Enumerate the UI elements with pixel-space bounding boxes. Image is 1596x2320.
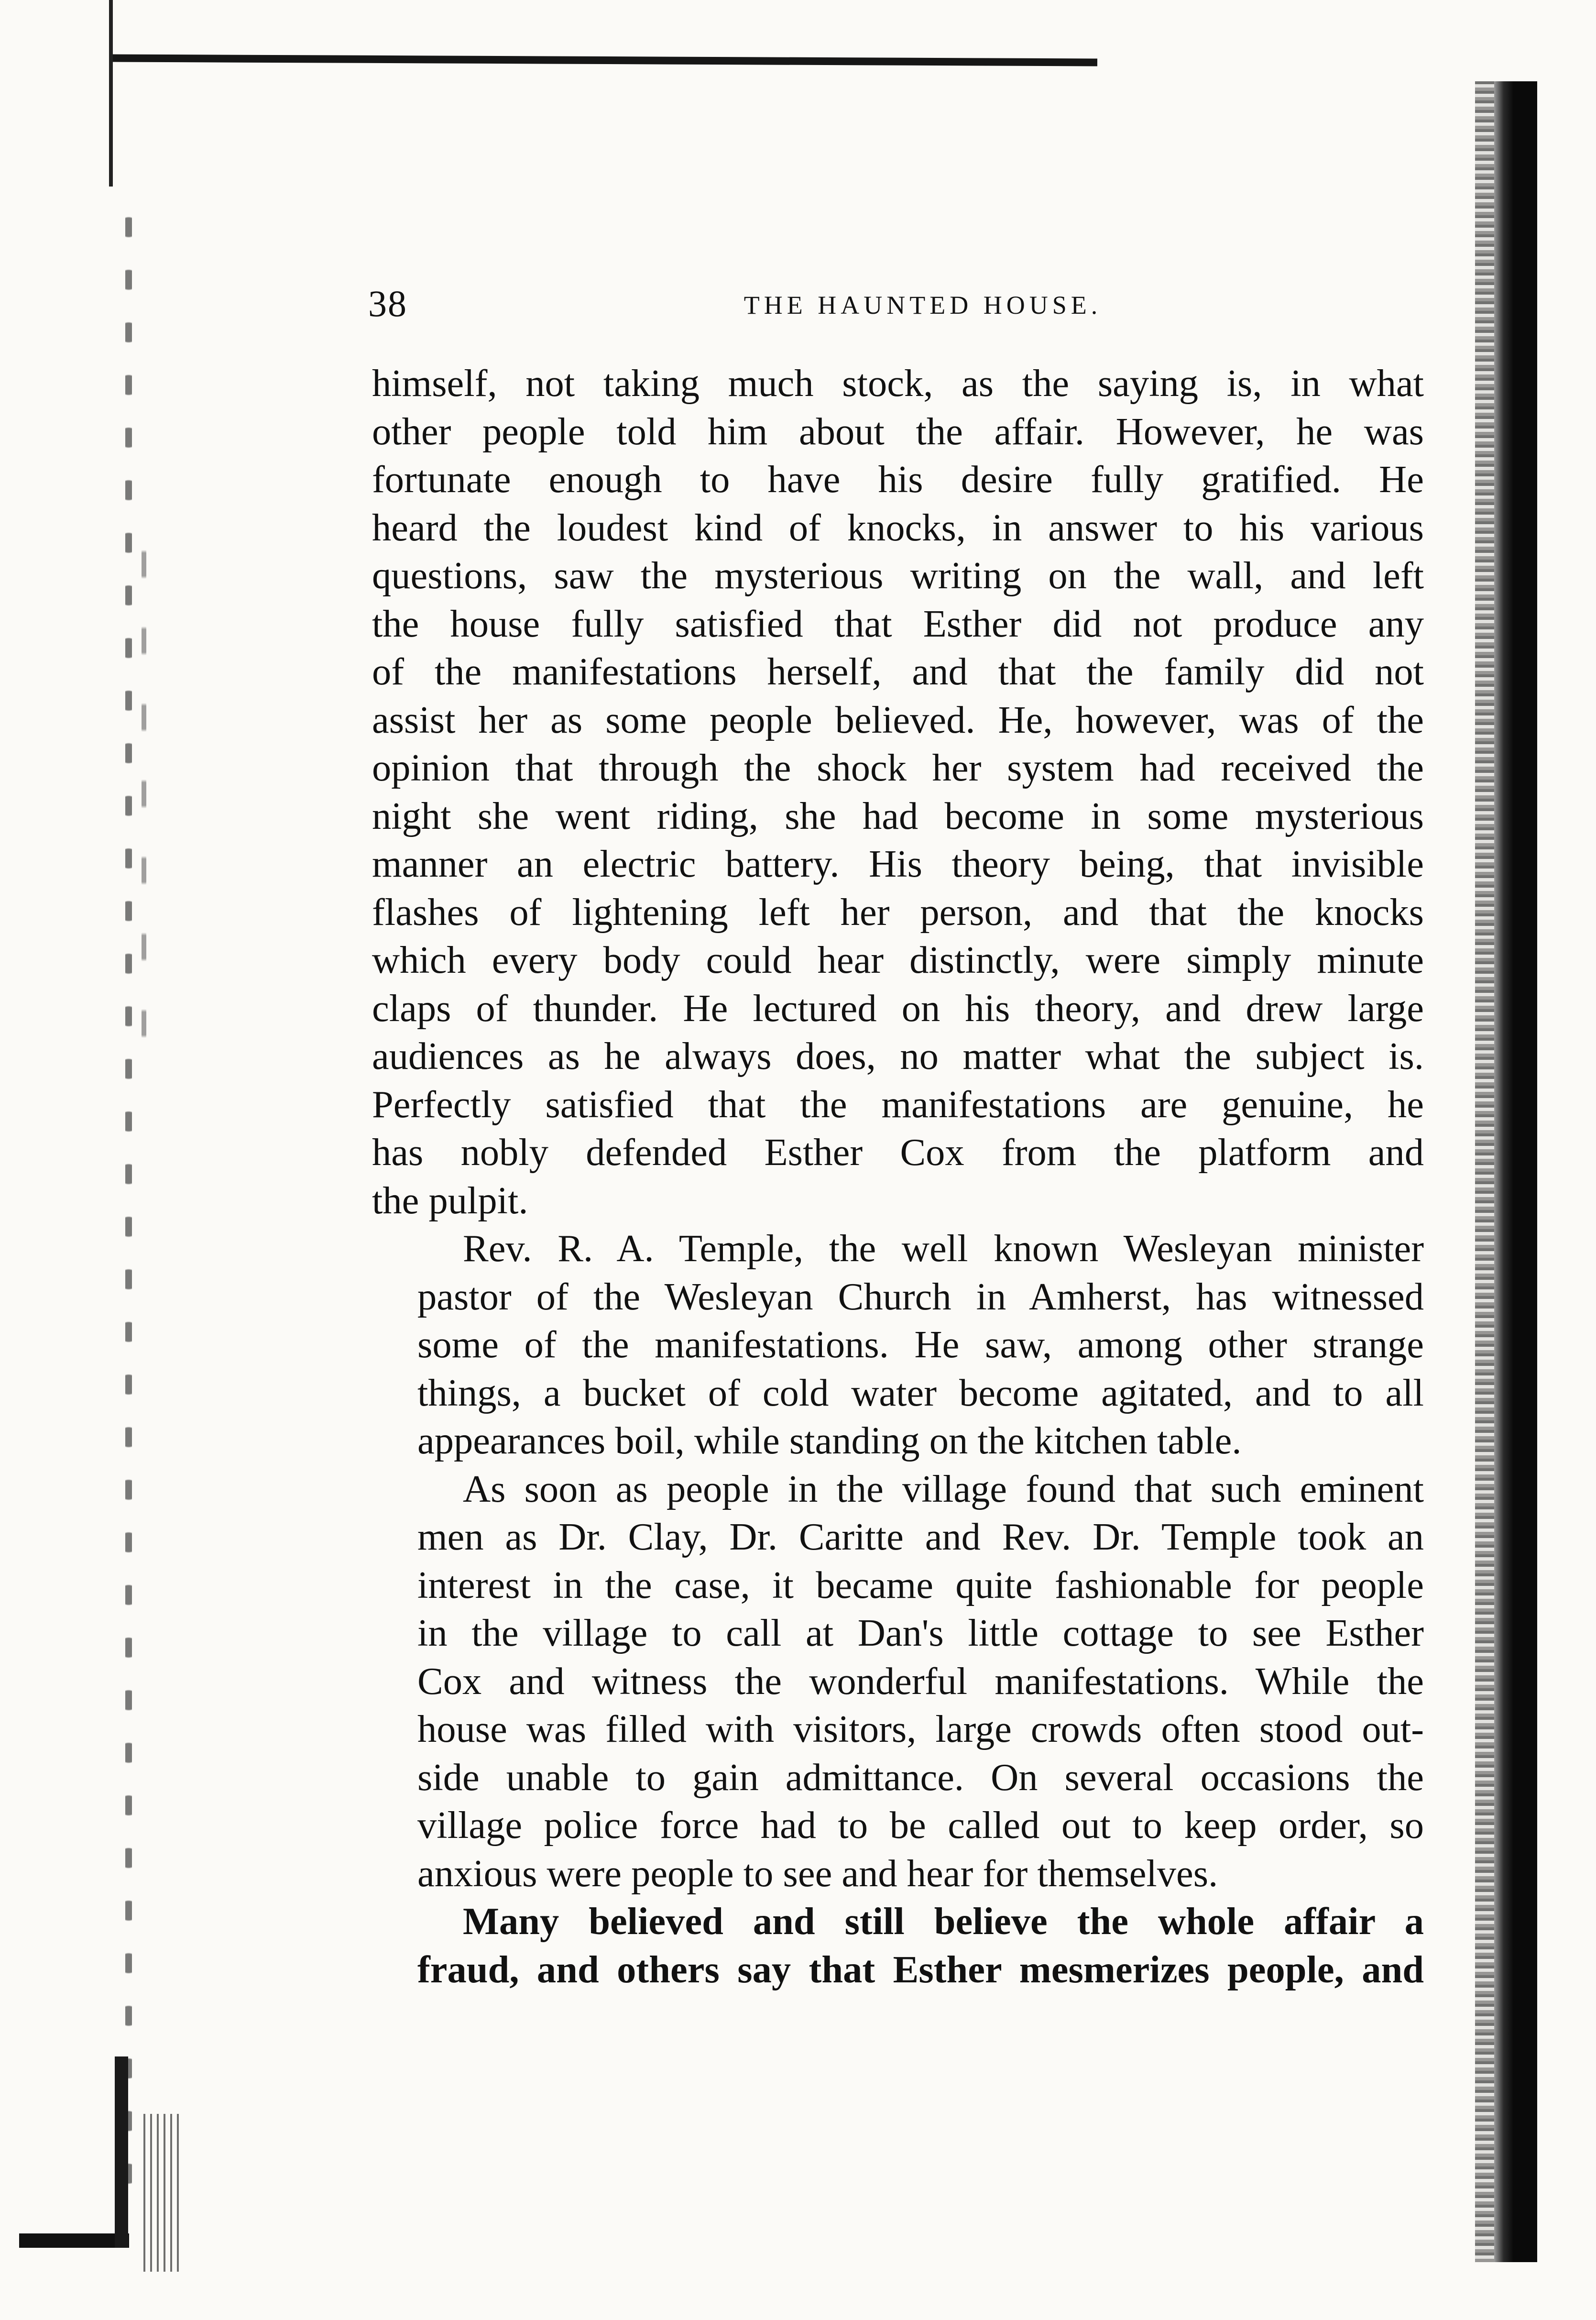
text-line: some of the manifestations. He saw, among other strange — [417, 1323, 1424, 1366]
scan-binding-marks-inner — [142, 526, 146, 1052]
text-line: has nobly defended Esther Cox from the platform and — [372, 1131, 1424, 1174]
paragraph — [372, 1225, 1424, 1465]
text-line: fortunate enough to have his desire fully gratified. He — [372, 458, 1424, 501]
text-line: appearances boil, while standing on the kitchen table. — [417, 1419, 1242, 1462]
text-line: side unable to gain admittance. On several occasions the — [417, 1756, 1424, 1799]
text-line: interest in the case, it became quite fashionable for people — [417, 1563, 1424, 1606]
text-line: flashes of lightening left her person, and that the knocks — [372, 891, 1424, 934]
text-line: opinion that through the shock her system had received the — [372, 747, 1424, 789]
text-line: claps of thunder. He lectured on his theory, and drew large — [372, 987, 1424, 1030]
text-line: village police force had to be called out to keep order, so — [417, 1804, 1424, 1847]
scan-bottom-corner-mark — [19, 2233, 129, 2248]
scan-bottom-left-hatching — [143, 2114, 182, 2272]
scan-top-rule — [112, 55, 1097, 66]
text-line: fraud, and others say that Esther mesmerizes people, and — [417, 1948, 1424, 1991]
text-line: Cox and witness the wonderful manifestations. While the — [417, 1660, 1424, 1703]
text-line: house was filled with visitors, large crowds often stood out- — [417, 1708, 1424, 1750]
text-line: other people told him about the affair. However, he was — [372, 410, 1424, 453]
scan-binding-marks — [125, 201, 132, 2190]
paragraph — [372, 1465, 1424, 1898]
text-line: which every body could hear distinctly, were simply minute — [372, 939, 1424, 981]
scan-left-rule — [109, 0, 113, 187]
paragraph — [372, 1898, 1424, 1994]
scan-bottom-left-bar — [115, 2056, 128, 2248]
text-line: Many believed and still believe the whole affair a — [463, 1900, 1424, 1943]
text-line: night she went riding, she had become in some mysterious — [372, 794, 1424, 837]
page-header — [368, 282, 1430, 325]
text-line: himself, not taking much stock, as the saying is, in what — [372, 362, 1424, 405]
running-title: THE HAUNTED HOUSE. — [743, 291, 1102, 319]
text-line: questions, saw the mysterious writing on the wall, and left — [372, 554, 1424, 597]
paragraph — [372, 360, 1424, 1225]
text-line: Perfectly satisfied that the manifestations are genuine, he — [372, 1083, 1424, 1126]
text-line: pastor of the Wesleyan Church in Amherst, has witnessed — [417, 1275, 1424, 1318]
text-line: Rev. R. A. Temple, the well known Wesleyan minister — [463, 1227, 1424, 1270]
page-number: 38 — [368, 283, 407, 324]
text-line: things, a bucket of cold water become agitated, and to all — [417, 1371, 1424, 1414]
text-line: anxious were people to see and hear for themselves. — [417, 1852, 1218, 1895]
text-line: audiences as he always does, no matter what the subject is. — [372, 1035, 1424, 1078]
text-line: the pulpit. — [372, 1179, 528, 1222]
text-line: heard the loudest kind of knocks, in answer to his various — [372, 506, 1424, 549]
text-line: assist her as some people believed. He, however, was of the — [372, 698, 1424, 741]
body-text — [372, 360, 1424, 1994]
text-line: of the manifestations herself, and that the family did not — [372, 650, 1424, 693]
scan-right-page-edge — [1494, 81, 1537, 2262]
text-line: manner an electric battery. His theory being, that invisible — [372, 843, 1424, 885]
text-line: the house fully satisfied that Esther did not produce any — [372, 602, 1424, 645]
text-line: in the village to call at Dan's little cottage to see Esther — [417, 1612, 1424, 1654]
text-line: As soon as people in the village found that such eminent — [463, 1467, 1424, 1510]
text-line: men as Dr. Clay, Dr. Caritte and Rev. Dr. Temple took an — [417, 1516, 1424, 1558]
